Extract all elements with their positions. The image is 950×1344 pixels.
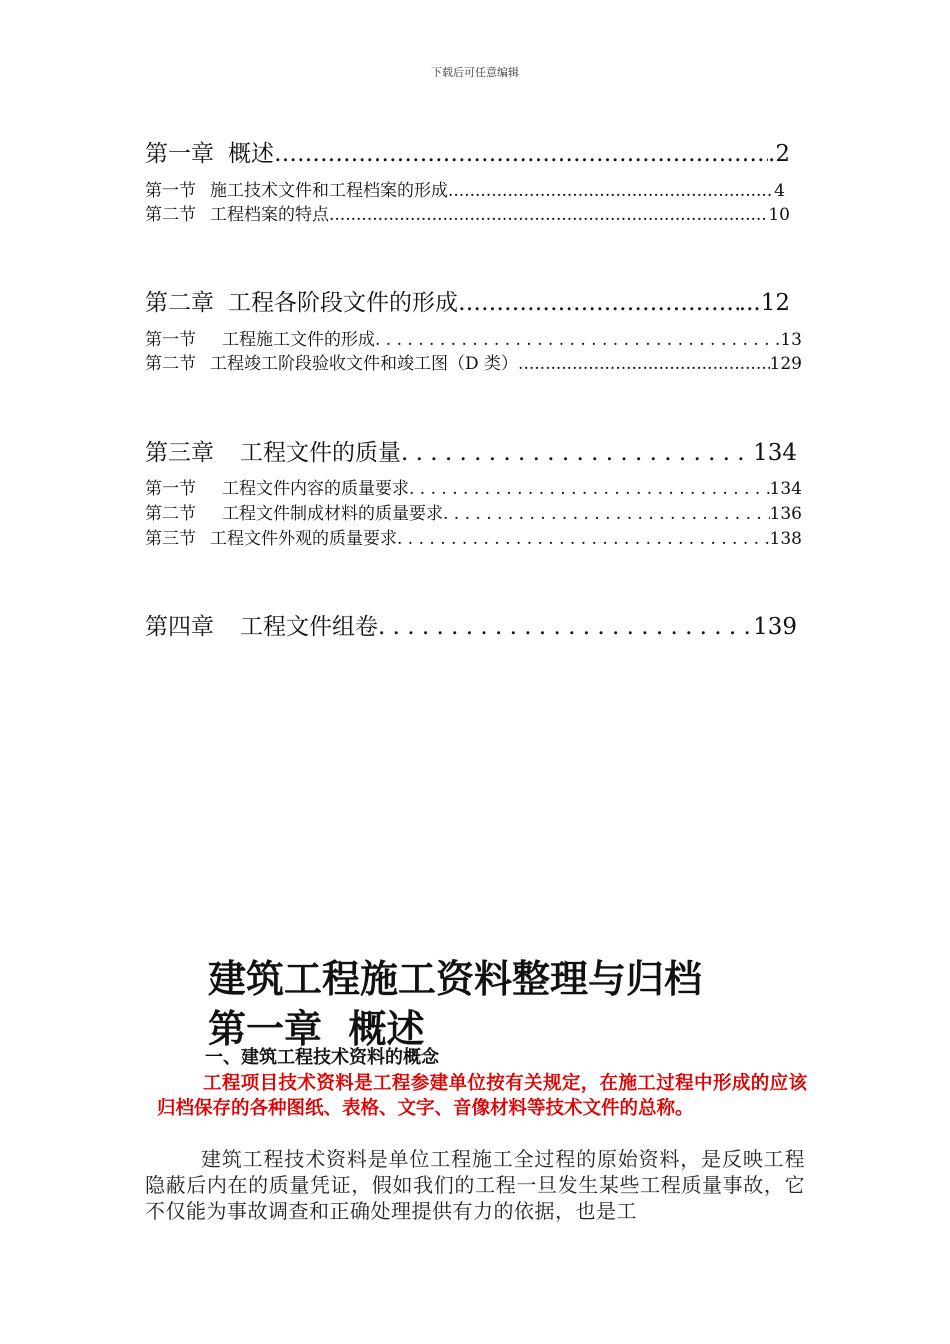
toc-prefix: 第二节: [145, 504, 196, 524]
toc-entry-section[interactable]: [145, 176, 785, 201]
toc-entry-chapter-2[interactable]: [145, 284, 790, 317]
toc-title: 概述: [228, 141, 274, 167]
toc-title: 工程竣工阶段验收文件和竣工图（D 类）: [210, 354, 519, 374]
toc-title: 工程文件外观的质量要求: [210, 529, 397, 549]
chapter-heading: 第一章 概述: [208, 1007, 425, 1051]
document-title: 建筑工程施工资料整理与归档: [208, 957, 703, 1001]
toc-page-number: 138: [769, 529, 802, 549]
toc-prefix: 第一节: [145, 330, 196, 350]
toc-prefix: 第一节: [145, 181, 196, 201]
toc-prefix: 第二章: [145, 290, 214, 316]
toc-prefix: 第一节: [145, 479, 196, 499]
toc-leader: [397, 529, 770, 549]
toc-leader: [518, 354, 770, 374]
toc-entry-section[interactable]: [145, 524, 802, 549]
toc-page-number: ...12: [738, 290, 790, 316]
toc-prefix: 第一章: [145, 141, 214, 167]
toc-entry-chapter-3[interactable]: [145, 434, 797, 467]
definition-paragraph: 工程项目技术资料是工程参建单位按有关规定，在施工过程中形成的应该归档保存的各种图纸、表格、文字、音像材料等技术文件的总称。: [157, 1073, 807, 1119]
toc-prefix: 第四章: [145, 614, 214, 640]
toc-leader: [448, 181, 774, 201]
toc-page-number: 136: [769, 504, 802, 524]
toc-title: 工程施工文件的形成: [222, 330, 375, 350]
toc-prefix: 第三节: [145, 529, 196, 549]
toc-title: 工程文件组卷: [240, 614, 378, 640]
toc-entry-section[interactable]: [145, 349, 802, 374]
toc-prefix: 第二节: [145, 205, 196, 225]
toc-entry-section[interactable]: [145, 200, 790, 225]
toc-entry-chapter-4[interactable]: [145, 608, 797, 641]
toc-title: 施工技术文件和工程档案的形成: [210, 181, 448, 201]
toc-title: 工程文件的质量: [240, 440, 401, 466]
toc-title: 工程文件内容的质量要求: [222, 479, 409, 499]
toc-prefix: 第二节: [145, 354, 196, 374]
toc-leader: [375, 330, 780, 350]
section-heading: 一、建筑工程技术资料的概念: [205, 1047, 439, 1068]
toc-page-number: .2: [768, 141, 790, 167]
toc-leader: [401, 440, 753, 466]
toc-entry-section[interactable]: [145, 474, 802, 499]
toc-leader: [458, 290, 739, 316]
toc-entry-section[interactable]: [145, 325, 802, 350]
toc-leader: [329, 205, 768, 225]
toc-title: 工程文件制成材料的质量要求: [222, 504, 443, 524]
toc-page-number: 4: [774, 181, 785, 201]
toc-leader: [443, 504, 770, 524]
body-paragraph: 建筑工程技术资料是单位工程施工全过程的原始资料，是反映工程隐蔽后内在的质量凭证，假如我们的工程一旦发生某些工程质量事故，它不仅能为事故调查和正确处理提供有力的依据，也是工: [145, 1147, 805, 1223]
toc-title: 工程档案的特点: [210, 205, 329, 225]
toc-page-number: 134: [769, 479, 802, 499]
page-header: 下载后可任意编辑: [431, 66, 519, 79]
toc-leader: [378, 614, 753, 640]
toc-prefix: 第三章: [145, 440, 214, 466]
toc-page-number: 13: [780, 330, 802, 350]
toc-page-number: 139: [753, 614, 797, 640]
toc-title: 工程各阶段文件的形成: [228, 290, 458, 316]
toc-leader: [409, 479, 770, 499]
toc-page-number: 10: [768, 205, 790, 225]
toc-entry-chapter-1[interactable]: [145, 135, 790, 168]
toc-page-number: 134: [753, 440, 797, 466]
toc-page-number: 129: [769, 354, 802, 374]
toc-entry-section[interactable]: [145, 499, 802, 524]
toc-leader: [274, 141, 768, 167]
